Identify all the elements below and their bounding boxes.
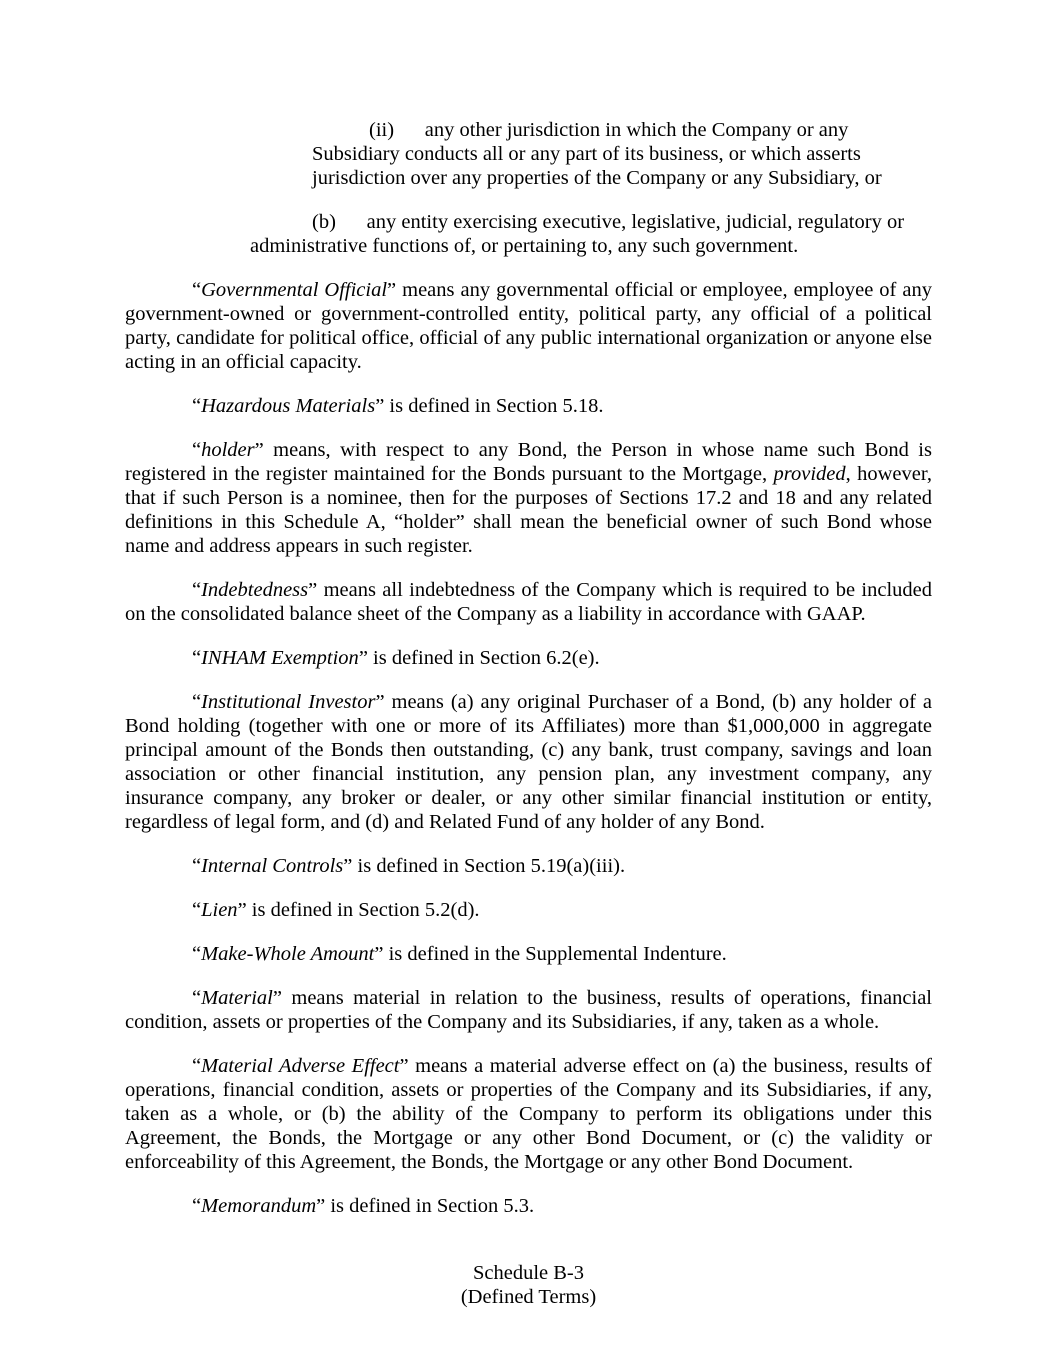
paragraph-def-indebtedness xyxy=(125,578,932,626)
paragraph-def-hazardous-materials xyxy=(125,394,932,418)
defined-term-text: Governmental Official xyxy=(201,279,388,301)
body-text: “ xyxy=(192,1055,202,1077)
defined-term-text: Lien xyxy=(201,899,238,921)
defined-term-text: Make-Whole Amount xyxy=(201,943,375,965)
paragraph-def-make-whole-amount xyxy=(125,942,932,966)
body-text: ” is defined in the Supplemental Indenture. xyxy=(374,943,727,965)
defined-term-text: holder xyxy=(201,439,255,461)
body-text: ” means (a) any original Purchaser of a Bond, (b) any holder of a Bond holding (together with one or more of its Affiliates) more than $1,000,000 in aggregate principal amount of the Bonds then outstanding, (c) any bank, trust company, savings and loan association or other financial institution, any pension plan, any investment company, any insurance company, any broker or dealer, or any other similar financial institution or entity, regardless of legal form, and (d) and Related Fund of any holder of any Bond. xyxy=(125,691,933,833)
defined-term-text: Memorandum xyxy=(201,1195,317,1217)
paragraph-def-internal-controls xyxy=(125,854,932,878)
body-text: ” means a material adverse effect on (a) the business, results of operations, financial condition, assets or properties of the Company and its Subsidiaries, if any, taken as a whole, or (b) the ability of the Company to perform its obligations under this Agreement, the Bonds, the Mortgage or any other Bond Document, or (c) the validity or enforceability of this Agreement, the Bonds, the Mortgage or any other Bond Document. xyxy=(125,1055,932,1173)
body-text: ” is defined in Section 5.19(a)(iii). xyxy=(343,855,626,877)
paragraph-subsection-ii xyxy=(312,118,897,190)
paragraph-def-institutional-investor xyxy=(125,690,932,834)
page-footer xyxy=(125,1261,932,1309)
defined-term-text: Hazardous Materials xyxy=(201,395,376,417)
body-text: “ xyxy=(192,647,202,669)
body-text: ” means, with respect to any Bond, the Person in whose name such Bond is registered in the register maintained for the Bonds pursuant to the Mortgage, xyxy=(125,439,932,485)
defined-term-text: INHAM Exemption xyxy=(201,647,359,669)
body-text: (b) any entity exercising executive, legislative, judicial, regulatory or administrative functions of, or pertaining to, any such government. xyxy=(250,211,905,257)
body-text: “ xyxy=(192,943,202,965)
body-text: “ xyxy=(192,579,202,601)
body-text: ” is defined in Section 5.3. xyxy=(316,1195,535,1217)
body-text: ” is defined in Section 5.18. xyxy=(375,395,604,417)
body-text: “ xyxy=(192,439,202,461)
defined-term-text: provided xyxy=(773,463,846,485)
paragraph-def-material xyxy=(125,986,932,1034)
paragraph-def-inham-exemption xyxy=(125,646,932,670)
footer-schedule-label: Schedule B-3 xyxy=(472,1262,585,1284)
paragraph-def-lien xyxy=(125,898,932,922)
defined-term-text: Internal Controls xyxy=(201,855,344,877)
defined-term-text: Institutional Investor xyxy=(201,691,376,713)
body-text: “ xyxy=(192,279,202,301)
body-text: (ii) any other jurisdiction in which the Company or any Subsidiary conducts all or any part of its business, or which asserts jurisdiction over any properties of the Company or any Subsidiary, or xyxy=(312,119,882,189)
body-text: “ xyxy=(192,855,202,877)
body-text: ” means all indebtedness of the Company which is required to be included on the consolidated balance sheet of the Company as a liability in accordance with GAAP. xyxy=(125,579,932,625)
defined-term-text: Material xyxy=(201,987,273,1009)
body-text: “ xyxy=(192,899,202,921)
paragraph-def-memorandum xyxy=(125,1194,932,1218)
paragraph-def-holder xyxy=(125,438,932,558)
body-text: “ xyxy=(192,987,202,1009)
body-text: “ xyxy=(192,691,202,713)
paragraph-subsection-b xyxy=(250,210,922,258)
defined-term-text: Material Adverse Effect xyxy=(201,1055,400,1077)
paragraph-def-governmental-official xyxy=(125,278,932,374)
paragraph-def-material-adverse-effect xyxy=(125,1054,932,1174)
body-text: , however, that if such Person is a nominee, then for the purposes of Sections 17.2 and 18 and any related definitions in this Schedule A, “holder” shall mean the beneficial owner of such Bond whose name and address appears in such register. xyxy=(125,463,932,557)
body-text: ” is defined in Section 6.2(e). xyxy=(358,647,600,669)
body-text: ” means any governmental official or employee, employee of any government-owned or government-controlled entity, political party, any official of a political party, candidate for political office, official of any public international organization or anyone else acting in an official capacity. xyxy=(125,279,932,373)
body-text: “ xyxy=(192,1195,202,1217)
footer-defined-terms-label: (Defined Terms) xyxy=(460,1286,597,1308)
defined-term-text: Indebtedness xyxy=(201,579,309,601)
body-text: ” is defined in Section 5.2(d). xyxy=(237,899,480,921)
body-text: ” means material in relation to the business, results of operations, financial condition, assets or properties of the Company and its Subsidiaries, if any, taken as a whole. xyxy=(125,987,932,1033)
body-text: “ xyxy=(192,395,202,417)
